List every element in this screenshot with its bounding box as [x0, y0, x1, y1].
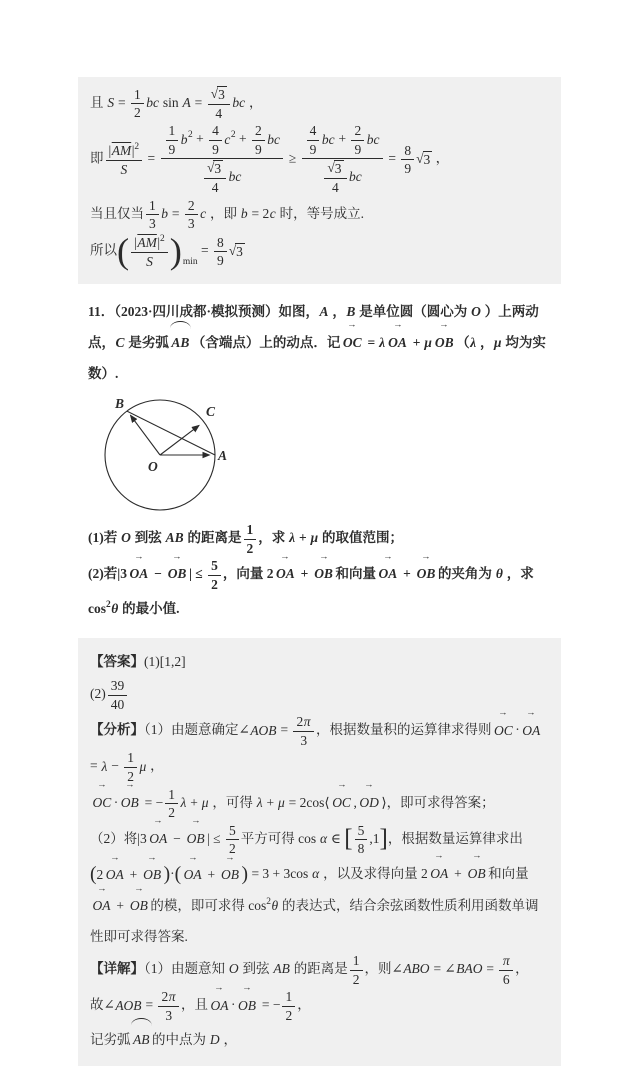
vector-OC [160, 425, 199, 455]
answer-line: (2) $\frac{39}{40}$ [90, 677, 549, 713]
problem-part-1: (1)若 O 到弦 AB 的距离是 $\frac{1}{2}$ ，求 λ + μ 的取值范围； [88, 522, 403, 556]
math-line: 所以 ( $\frac{|\overline{AM}|^2}{S}$ ) $_{min}$ = $\frac{8}{9}$ √ 3 [90, 231, 243, 272]
math-line: 且 S = $\frac{1}{2}$ bc sin A = √ 3 4 bc ， [90, 85, 263, 121]
problem-part-2: (2)若|3 → OA − → OB | ≤ $\frac{5}{2}$ ，向量 2 → OA + → OB 和向量 → OA + → OB 的夹角为 θ ，求 $\cos^2\theta$ 的最小值. [88, 551, 534, 617]
answer-line: 【答案】(1)[1,2] [90, 654, 186, 670]
chord-AB [127, 411, 215, 455]
analysis-line: （2）将|3 → OA − → OB | ≤ $\frac{5}{2}$ 平方可得 cos α ∈ [ $\frac{5}{8}$ ,1 ] ，根据数量运算律求出 [90, 816, 523, 857]
analysis-line: → OC · → OB = − $\frac{1}{2}$ λ + μ ，可得 λ + μ = 2cos⟨ → OC , → OD ⟩，即可求得答案； [92, 780, 495, 821]
label-C: C [206, 404, 216, 419]
unit-circle-diagram [94, 395, 234, 519]
problem-stem: 11．（2023·四川成都·模拟预测）如图，A ，B 是单位圆（圆心为 O ）上两动点，C 是劣弧 AB （含端点）上的动点．记 → OC = λ → OA + μ → OB （λ ，μ 均为实数）. [88, 303, 546, 381]
label-A: A [218, 448, 228, 463]
answer-panel [78, 638, 561, 1065]
problem-11 [78, 296, 561, 624]
detail-line: 记劣弧 AB 的中点为 D ， [90, 1024, 549, 1055]
analysis-line: ( 2 → OA + → OB ) · ( → OA + → OB ) = 3 + 3cos α ，以及求得向量 2 → OA + → OB 和向量 → OA + → OB 的模，即可求得 $\cos^2\theta$ 的表达式，结合余弦函数性质利用函数单调性即可求得答案. [90, 851, 539, 945]
detail-line: 故∠AOB = $\frac{2\pi}{3}$ ，且 → OA · → OB = − $\frac{1}{2}$ ， [90, 982, 311, 1023]
label-B: B [115, 396, 125, 411]
detail-line: 【详解】（1）由题意知 O 到弦 AB 的距离是 $\frac{1}{2}$ ，则∠ABO = ∠BAO = $\frac{\pi}{6}$ ， [90, 953, 529, 987]
analysis-line: 【分析】（1）由题意确定∠AOB = $\frac{2\pi}{3}$ ，根据数量积的运算律求得则 → OC · → OA = λ − $\frac{1}{2}$ μ ， [90, 708, 541, 785]
math-line: 即 $\frac{|\overline{AM}|^2}{S}$ = $\frac{1}{9}$ $b^2$ + $\frac{4}{9}$ $c^2$ + $\frac{2}{9}$ bc √ 3 4 bc ≥ $\frac{4}{9}$ bc + $\frac{2}{9}$ bc √ 3 4 bc = $\frac{8}{9}$ √ 3 ， [90, 123, 450, 196]
vector-OB [131, 415, 161, 455]
math-line: 当且仅当 $\frac{1}{3}$ b = $\frac{2}{3}$ c ，即 b = 2c 时，等号成立. [90, 197, 364, 232]
label-O: O [148, 459, 158, 474]
previous-solution-panel [78, 77, 561, 284]
